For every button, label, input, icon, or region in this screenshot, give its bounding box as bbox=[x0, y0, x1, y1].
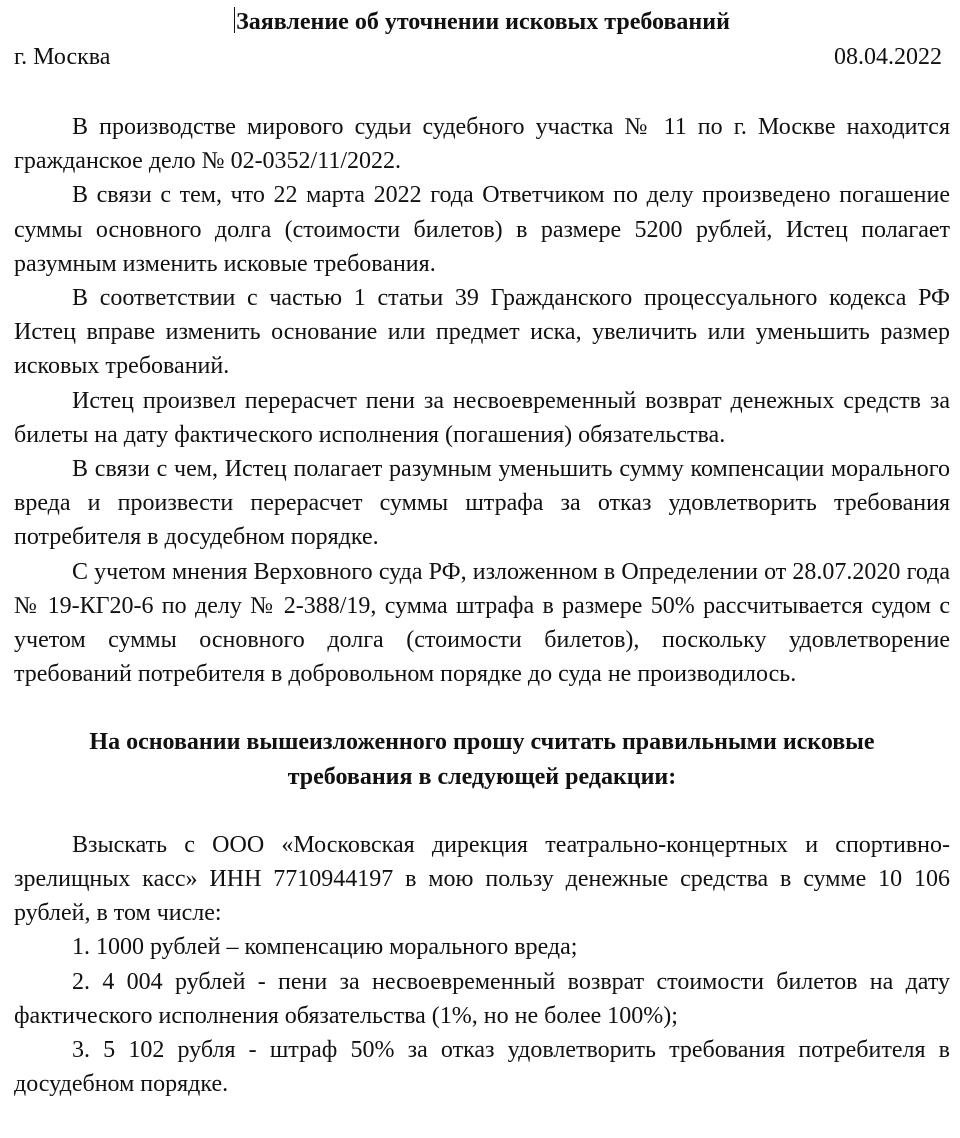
spacer bbox=[14, 691, 950, 725]
list-item: 1. 1000 рублей – компенсацию морального вреда; bbox=[72, 934, 578, 961]
document-title-line bbox=[14, 2, 950, 42]
document-date: 08.04.2022 bbox=[834, 44, 942, 70]
spacer bbox=[14, 794, 950, 828]
list-item: 2. 4 004 рублей - пени за несвоевременный возврат стоимости билетов на дату фактического исполнения обязательства (1%, но не более 100%); bbox=[14, 968, 950, 1029]
request-heading: На основании вышеизложенного прошу считать правильными исковые требования в следующей редакции: bbox=[89, 729, 875, 790]
paragraph-debt-repayment: В связи с тем, что 22 марта 2022 года Ответчиком по делу произведено погашение суммы основного долга (стоимости билетов) в размере 5200 рублей, Истец полагает разумным изменить исковые требования. bbox=[14, 182, 950, 277]
paragraph-penalty-recalc: Истец произвел перерасчет пени за несвоевременный возврат денежных средств за билеты на дату фактического исполнения (погашения) обязательства. bbox=[14, 387, 950, 448]
document-title: Заявление об уточнении исковых требований bbox=[236, 9, 730, 35]
paragraph-demand: Взыскать с ООО «Московская дирекция театрально-концертных и спортивно-зрелищных касс» ИНН 7710944197 в мою пользу денежные средства в сумме 10 106 рублей, в том числе: bbox=[14, 831, 950, 927]
paragraph-case-number: В производстве мирового судьи судебного участка № 11 по г. Москве находится гражданское дело № 02-0352/11/2022. bbox=[14, 114, 950, 175]
document-page bbox=[14, 2, 950, 1101]
list-item: 3. 5 102 рубля - штраф 50% за отказ удовлетворить требования потребителя в досудебном порядке. bbox=[14, 1037, 950, 1098]
paragraph-moral-damage: В связи с чем, Истец полагает разумным уменьшить сумму компенсации морального вреда и произвести перерасчет суммы штрафа за отказ удовлетворить требования потребителя в досудебном порядке. bbox=[14, 456, 950, 551]
city: г. Москва bbox=[14, 44, 111, 70]
place-date-line bbox=[14, 42, 950, 72]
paragraph-supreme-court: С учетом мнения Верховного суда РФ, изложенном в Определении от 28.07.2020 года № 19-КГ20-6 по делу № 2-388/19, сумма штрафа в размере 50% рассчитывается судом с учетом суммы основного долга (стоимости билетов), поскольку удовлетворение требований потребителя в добровольном порядке до суда не производилось. bbox=[14, 558, 950, 688]
paragraph-legal-basis: В соответствии с частью 1 статьи 39 Гражданского процессуального кодекса РФ Истец вправе изменить основание или предмет иска, увеличить или уменьшить размер исковых требований. bbox=[14, 285, 950, 380]
text-cursor bbox=[234, 7, 235, 33]
